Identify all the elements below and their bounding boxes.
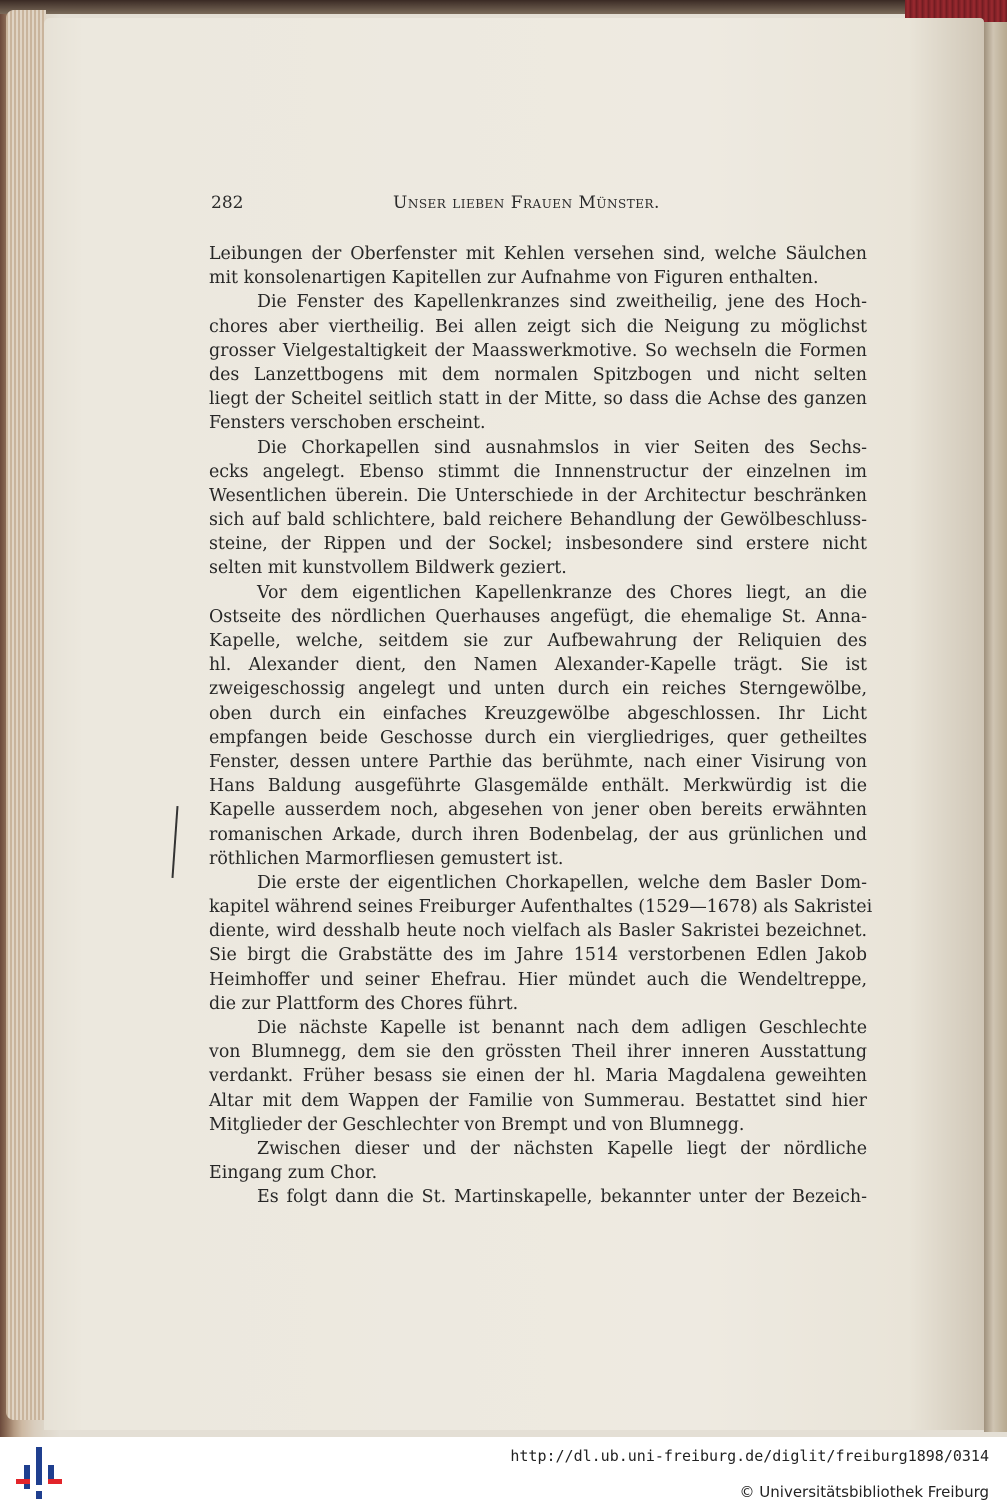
body-text <box>209 242 873 1210</box>
text-line: Kapelle ausserdem noch, abgesehen von jener oben bereits erwähnten <box>209 800 867 821</box>
text-line: Die Fenster des Kapellenkranzes sind zweitheilig, jene des Hoch- <box>257 292 867 313</box>
text-line: Es folgt dann die St. Martinskapelle, bekannter unter der Bezeich- <box>257 1187 867 1208</box>
text-line: die zur Plattform des Chores führt. <box>209 993 519 1014</box>
text-line: chores aber viertheilig. Bei allen zeigt sich die Neigung zu möglichst <box>209 316 867 337</box>
text-line: Leibungen der Oberfenster mit Kehlen versehen sind, welche Säulchen <box>209 244 867 264</box>
book-top-edge <box>0 0 1007 14</box>
text-line: Eingang zum Chor. <box>209 1163 378 1184</box>
text-line: Altar mit dem Wappen der Familie von Summerau. Bestattet sind hier <box>209 1090 867 1111</box>
text-line: von Blumnegg, dem sie den grössten Theil ihrer inneren Ausstattung <box>209 1042 867 1063</box>
text-line: steine, der Rippen und der Sockel; insbesondere sind erstere nicht <box>209 534 867 555</box>
page-header <box>211 193 695 223</box>
library-logo-icon <box>16 1447 62 1499</box>
text-line: Die Chorkapellen sind ausnahmslos in vier Seiten des Sechs- <box>257 437 867 458</box>
text-line: Fenster, dessen untere Parthie das berühmte, nach einer Visirung von <box>209 751 867 772</box>
text-line: Mitglieder der Geschlechter von Brempt und von Blumnegg. <box>209 1114 745 1135</box>
text-line: sich auf bald schlichtere, bald reichere Behandlung der Gewölbeschluss- <box>209 510 867 531</box>
text-line: kapitel während seines Freiburger Aufenthaltes (1529—1678) als Sakristei <box>209 897 873 918</box>
text-line: empfangen beide Geschosse durch ein viergliedriges, quer getheiltes <box>209 727 867 748</box>
text-line: ecks angelegt. Ebenso stimmt die Innnenstructur der einzelnen im <box>209 461 867 482</box>
text-line: Wesentlichen überein. Die Unterschiede in der Architectur beschränken <box>209 485 867 506</box>
copyright-text: © Universitätsbibliothek Freiburg <box>739 1483 989 1501</box>
text-line: liegt der Scheitel seitlich statt in der Mitte, so dass die Achse des ganzen <box>209 389 867 410</box>
text-line: zweigeschossig angelegt und unten durch ein reiches Sterngewölbe, <box>209 679 867 700</box>
text-line: oben durch ein einfaches Kreuzgewölbe abgeschlossen. Ihr Licht <box>209 703 867 724</box>
text-line: Hans Baldung ausgeführte Glasgemälde enthält. Merkwürdig ist die <box>209 776 867 797</box>
permalink-link[interactable]: http://dl.ub.uni-freiburg.de/diglit/freiburg1898/0314 <box>510 1447 989 1465</box>
text-line: Sie birgt die Grabstätte des im Jahre 1514 verstorbenen Edlen Jakob <box>209 945 867 966</box>
text-line: Die nächste Kapelle ist benannt nach dem adligen Geschlechte <box>257 1018 867 1038</box>
page-number: 282 <box>211 193 244 213</box>
text-line: des Lanzettbogens mit dem normalen Spitzbogen und nicht selten <box>209 364 867 385</box>
text-line: diente, wird desshalb heute noch vielfach als Basler Sakristei bezeichnet. <box>209 921 867 942</box>
running-title: Unser lieben Frauen Münster. <box>393 193 660 213</box>
text-line: Zwischen dieser und der nächsten Kapelle liegt der nördliche <box>257 1138 867 1159</box>
text-line: hl. Alexander dient, den Namen Alexander-Kapelle trägt. Sie ist <box>209 655 867 676</box>
text-line: röthlichen Marmorfliesen gemustert ist. <box>209 848 564 869</box>
text-line: selten mit kunstvollem Bildwerk geziert. <box>209 558 567 579</box>
text-line: grosser Vielgestaltigkeit der Maasswerkmotive. So wechseln die Formen <box>209 340 867 361</box>
page-right-edge <box>984 22 1007 1432</box>
text-line: Heimhoffer und seiner Ehefrau. Hier mündet auch die Wendeltreppe, <box>209 969 867 990</box>
page-edges <box>6 10 46 1420</box>
text-line: Vor dem eigentlichen Kapellenkranze des Chores liegt, an die <box>257 582 867 603</box>
attribution-bar <box>0 1437 1007 1509</box>
text-line: mit konsolenartigen Kapitellen zur Aufnahme von Figuren enthalten. <box>209 268 819 289</box>
text-line: romanischen Arkade, durch ihren Bodenbelag, der aus grünlichen und <box>209 824 867 845</box>
text-line: verdankt. Früher besass sie einen der hl. Maria Magdalena geweihten <box>209 1066 867 1087</box>
text-line: Die erste der eigentlichen Chorkapellen, welche dem Basler Dom- <box>257 872 867 893</box>
text-line: Fensters verschoben erscheint. <box>209 413 486 434</box>
text-line: Kapelle, welche, seitdem sie zur Aufbewahrung der Reliquien des <box>209 631 867 651</box>
text-line: Ostseite des nördlichen Querhauses angefügt, die ehemalige St. Anna- <box>209 606 867 627</box>
